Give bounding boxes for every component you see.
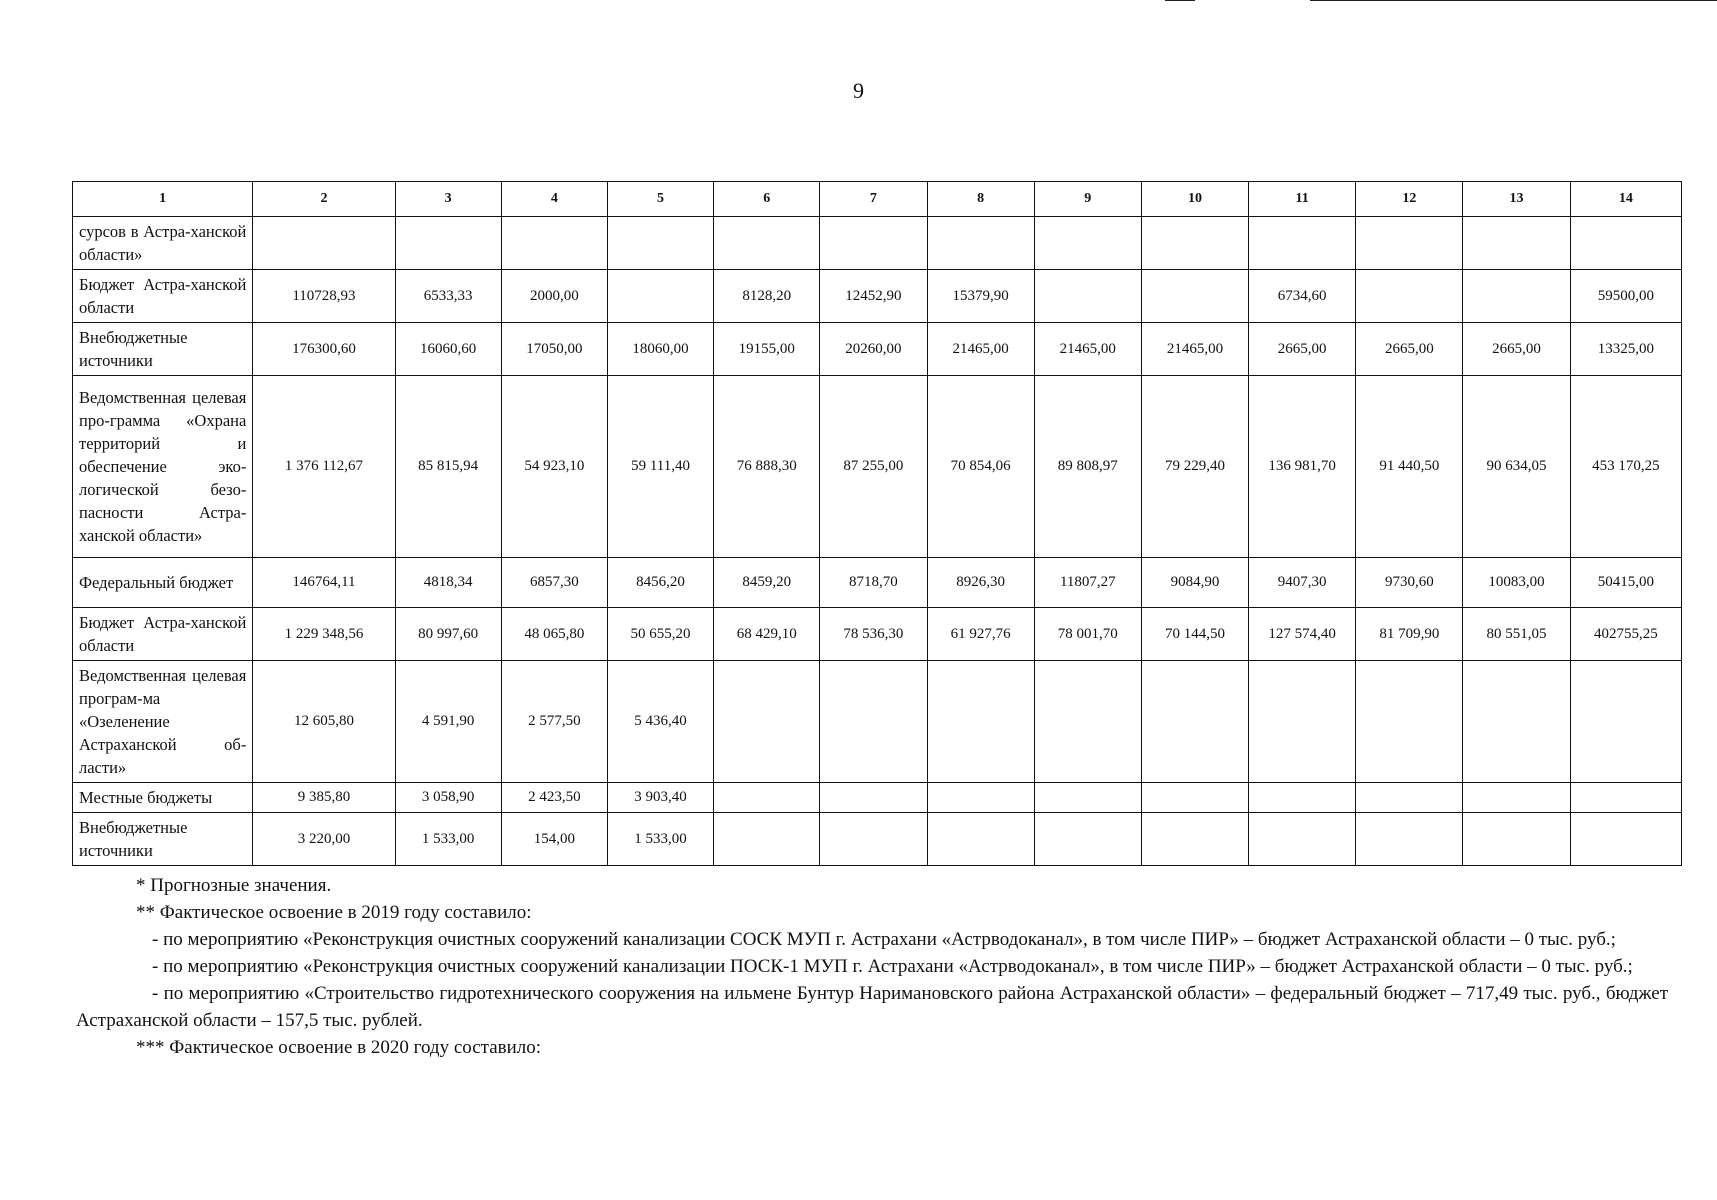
table-cell: [820, 217, 927, 270]
page-number: 9: [853, 78, 864, 103]
budget-table: [72, 181, 1682, 866]
table-cell: 80 997,60: [395, 608, 501, 661]
table-cell: [1463, 783, 1570, 813]
table-cell: [1141, 661, 1248, 783]
table-cell: 4818,34: [395, 558, 501, 608]
table-cell: 6734,60: [1249, 270, 1356, 323]
table-cell: 8456,20: [607, 558, 713, 608]
table-cell: 146764,11: [253, 558, 395, 608]
row-label: Местные бюджеты: [73, 783, 253, 813]
table-cell: 9084,90: [1141, 558, 1248, 608]
table-cell: [1249, 217, 1356, 270]
table-cell: [1141, 783, 1248, 813]
table-cell: 21465,00: [1141, 323, 1248, 376]
table-cell: 78 001,70: [1034, 608, 1141, 661]
table-cell: 50415,00: [1570, 558, 1681, 608]
table-cell: 19155,00: [714, 323, 820, 376]
table-cell: 81 709,90: [1356, 608, 1463, 661]
table-cell: [1570, 217, 1681, 270]
table-cell: 2665,00: [1249, 323, 1356, 376]
row-label: Бюджет Астра-ханской области: [73, 270, 253, 323]
table-cell: 110728,93: [253, 270, 395, 323]
table-cell: [1141, 813, 1248, 866]
table-cell: [607, 270, 713, 323]
footnote-2020: *** Фактическое освоение в 2020 году составило:: [136, 1037, 542, 1058]
table-cell: [820, 783, 927, 813]
table-cell: 80 551,05: [1463, 608, 1570, 661]
table-cell: 3 058,90: [395, 783, 501, 813]
column-header-1: 1: [73, 182, 253, 217]
table-cell: [1034, 783, 1141, 813]
table-cell: 8128,20: [714, 270, 820, 323]
table-cell: 85 815,94: [395, 376, 501, 558]
table-cell: [927, 813, 1034, 866]
table-cell: [1463, 270, 1570, 323]
table-cell: 8459,20: [714, 558, 820, 608]
column-header-9: 9: [1034, 182, 1141, 217]
table-cell: 136 981,70: [1249, 376, 1356, 558]
table-cell: [1141, 217, 1248, 270]
table-cell: [607, 217, 713, 270]
table-cell: 18060,00: [607, 323, 713, 376]
table-cell: [1463, 217, 1570, 270]
row-label: сурсов в Астра-ханской области»: [73, 217, 253, 270]
table-cell: [820, 661, 927, 783]
table-cell: [1356, 661, 1463, 783]
table-cell: 2000,00: [501, 270, 607, 323]
table-cell: 1 533,00: [395, 813, 501, 866]
table-cell: 16060,60: [395, 323, 501, 376]
row-label: Ведомственная целевая програм-ма «Озеленение Астраханской об-ласти»: [73, 661, 253, 783]
table-cell: 11807,27: [1034, 558, 1141, 608]
table-cell: 2665,00: [1463, 323, 1570, 376]
table-cell: 12 605,80: [253, 661, 395, 783]
column-header-12: 12: [1356, 182, 1463, 217]
table-cell: [1034, 813, 1141, 866]
row-label: Бюджет Астра-ханской области: [73, 608, 253, 661]
row-label: Внебюджетные источники: [73, 323, 253, 376]
table-cell: 50 655,20: [607, 608, 713, 661]
table-cell: 59 111,40: [607, 376, 713, 558]
table-cell: 54 923,10: [501, 376, 607, 558]
table-cell: 2 577,50: [501, 661, 607, 783]
table-cell: 6533,33: [395, 270, 501, 323]
table-row: [73, 608, 1682, 661]
column-header-6: 6: [714, 182, 820, 217]
footnote-item-posk: - по мероприятию «Реконструкция очистных сооружений канализации ПОСК-1 МУП г. Астрахани «Астрводоканал», в том числе ПИР» – бюджет Астраханской области – 0 тыс. руб.;: [152, 956, 1633, 977]
column-header-7: 7: [820, 182, 927, 217]
table-cell: [927, 217, 1034, 270]
row-label: Федеральный бюджет: [73, 558, 253, 608]
top-rule-long: [1310, 0, 1717, 1]
table-cell: 3 903,40: [607, 783, 713, 813]
table-cell: 21465,00: [927, 323, 1034, 376]
table-cell: [714, 813, 820, 866]
table-cell: 9407,30: [1249, 558, 1356, 608]
footnote-item-buntur: - по мероприятию «Строительство гидротехнического сооружения на ильмене Бунтур Наримановского района Астраханской области» – федеральный бюджет – 717,49 тыс. руб., бюджет Астраханской области – 157,5 тыс. рублей.: [76, 983, 1668, 1031]
table-cell: [1141, 270, 1248, 323]
table-cell: 10083,00: [1463, 558, 1570, 608]
top-rule-short: [1165, 0, 1195, 1]
table-cell: 8926,30: [927, 558, 1034, 608]
table-cell: [1463, 813, 1570, 866]
table-cell: 12452,90: [820, 270, 927, 323]
table-cell: 17050,00: [501, 323, 607, 376]
table-row: [73, 270, 1682, 323]
table-row: [73, 323, 1682, 376]
table-cell: 76 888,30: [714, 376, 820, 558]
column-header-10: 10: [1141, 182, 1248, 217]
table-cell: 9 385,80: [253, 783, 395, 813]
column-header-4: 4: [501, 182, 607, 217]
column-header-3: 3: [395, 182, 501, 217]
table-cell: [927, 661, 1034, 783]
table-cell: 90 634,05: [1463, 376, 1570, 558]
table-cell: 61 927,76: [927, 608, 1034, 661]
table-cell: 4 591,90: [395, 661, 501, 783]
table-cell: [1034, 217, 1141, 270]
table-row: [73, 813, 1682, 866]
header-row: [73, 182, 1682, 217]
table-cell: [1570, 783, 1681, 813]
table-cell: 70 144,50: [1141, 608, 1248, 661]
table-cell: 89 808,97: [1034, 376, 1141, 558]
footnote-2019: ** Фактическое освоение в 2019 году составило:: [136, 902, 532, 923]
table-cell: 20260,00: [820, 323, 927, 376]
column-header-14: 14: [1570, 182, 1681, 217]
table-cell: 59500,00: [1570, 270, 1681, 323]
table-cell: 2 423,50: [501, 783, 607, 813]
table-cell: 453 170,25: [1570, 376, 1681, 558]
column-header-2: 2: [253, 182, 395, 217]
footnote-item-sosk: - по мероприятию «Реконструкция очистных сооружений канализации СОСК МУП г. Астрахани «Астрводоканал», в том числе ПИР» – бюджет Астраханской области – 0 тыс. руб.;: [152, 929, 1616, 950]
table-cell: [714, 661, 820, 783]
column-header-11: 11: [1249, 182, 1356, 217]
table-cell: 48 065,80: [501, 608, 607, 661]
table-cell: 21465,00: [1034, 323, 1141, 376]
table-cell: 1 533,00: [607, 813, 713, 866]
table-cell: 13325,00: [1570, 323, 1681, 376]
table-cell: [1356, 813, 1463, 866]
table-cell: [1570, 813, 1681, 866]
table-cell: 154,00: [501, 813, 607, 866]
column-header-8: 8: [927, 182, 1034, 217]
table-cell: [1249, 661, 1356, 783]
table-cell: [714, 217, 820, 270]
table-cell: 5 436,40: [607, 661, 713, 783]
table-cell: [1034, 270, 1141, 323]
table-cell: 87 255,00: [820, 376, 927, 558]
table-cell: [1356, 270, 1463, 323]
table-cell: 1 229 348,56: [253, 608, 395, 661]
table-cell: [253, 217, 395, 270]
table-cell: [714, 783, 820, 813]
table-cell: [1463, 661, 1570, 783]
table-cell: [1034, 661, 1141, 783]
table-cell: [1249, 813, 1356, 866]
table-cell: 9730,60: [1356, 558, 1463, 608]
table-row: [73, 558, 1682, 608]
row-label: Ведомственная целевая про-грамма «Охрана территорий и обеспечение эко-логической безо-пасности Астра-ханской области»: [73, 376, 253, 558]
table-row: [73, 661, 1682, 783]
table-row: [73, 783, 1682, 813]
row-label: Внебюджетные источники: [73, 813, 253, 866]
table-cell: [1249, 783, 1356, 813]
footnote-forecast: * Прогнозные значения.: [136, 875, 332, 896]
table-cell: [820, 813, 927, 866]
table-cell: [395, 217, 501, 270]
table-cell: 6857,30: [501, 558, 607, 608]
table-cell: [1356, 217, 1463, 270]
table-cell: 68 429,10: [714, 608, 820, 661]
column-header-13: 13: [1463, 182, 1570, 217]
table-cell: [1570, 661, 1681, 783]
table-cell: 8718,70: [820, 558, 927, 608]
table-cell: 176300,60: [253, 323, 395, 376]
column-header-5: 5: [607, 182, 713, 217]
table-cell: 402755,25: [1570, 608, 1681, 661]
table-cell: 15379,90: [927, 270, 1034, 323]
table-cell: 91 440,50: [1356, 376, 1463, 558]
table-cell: 78 536,30: [820, 608, 927, 661]
footnotes: [76, 872, 1668, 1061]
table-cell: 127 574,40: [1249, 608, 1356, 661]
table-cell: 1 376 112,67: [253, 376, 395, 558]
table-cell: [1356, 783, 1463, 813]
table-cell: [927, 783, 1034, 813]
table-cell: 2665,00: [1356, 323, 1463, 376]
table-cell: [501, 217, 607, 270]
table-cell: 3 220,00: [253, 813, 395, 866]
table-cell: 70 854,06: [927, 376, 1034, 558]
table-row: [73, 217, 1682, 270]
table-row: [73, 376, 1682, 558]
table-cell: 79 229,40: [1141, 376, 1248, 558]
